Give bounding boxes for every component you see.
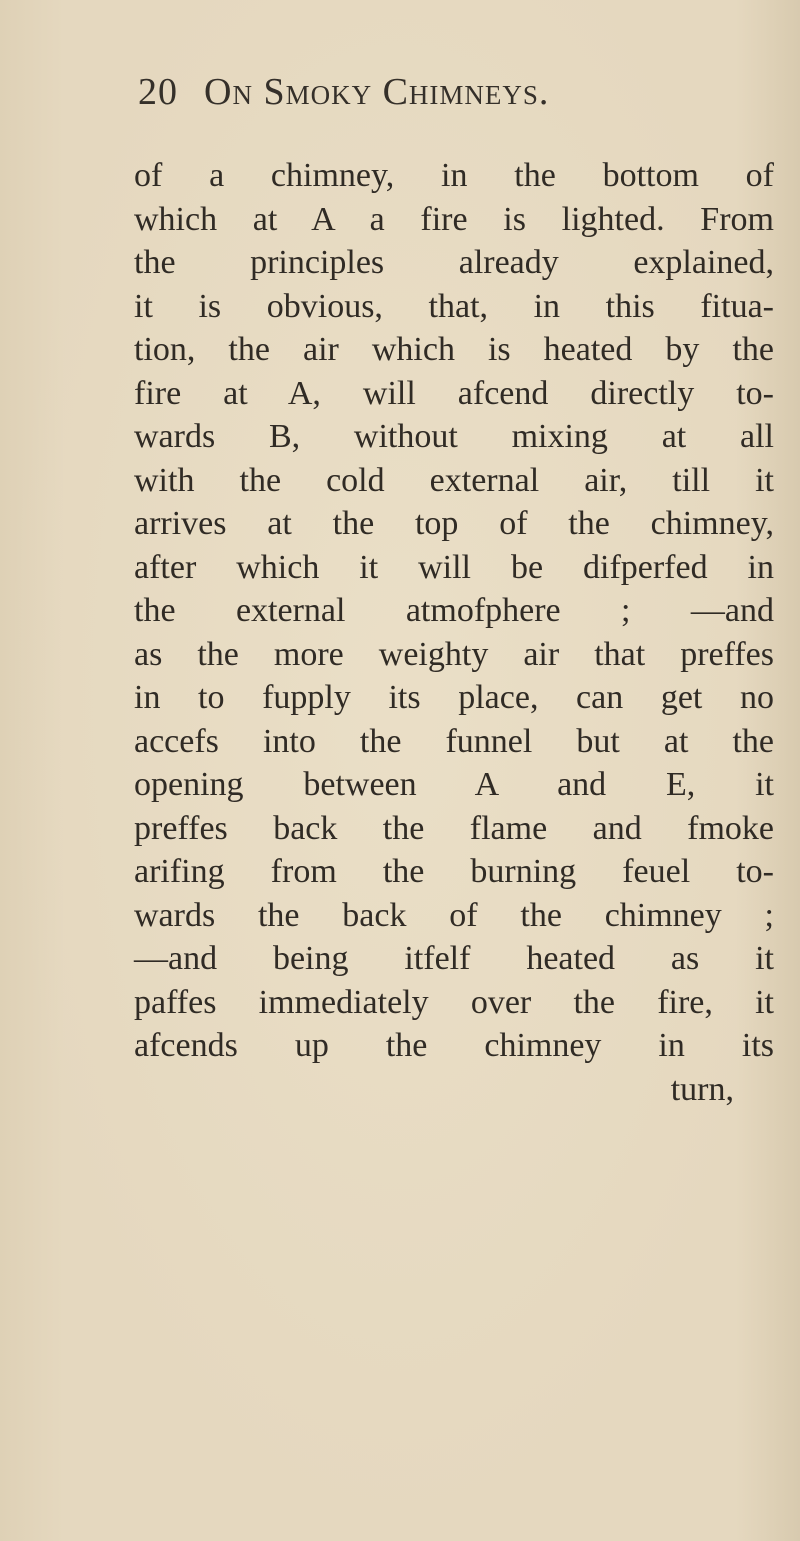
text-line: opening between A and E, it (134, 766, 774, 803)
text-line: preffes back the flame and fmoke (134, 809, 774, 847)
body-text (134, 154, 774, 1111)
text-line: afcends up the chimney in its (134, 1027, 774, 1064)
page-number: 20 (138, 71, 178, 113)
text-line: which at A a fire is lighted. From (134, 200, 774, 238)
text-line: arrives at the top of the chimney, (134, 505, 774, 542)
text-line: accefs into the funnel but at the (134, 722, 774, 760)
text-line: after which it will be difperfed in (134, 548, 774, 586)
text-line: arifing from the burning feuel to- (134, 853, 774, 890)
text-line: of a chimney, in the bottom of (134, 157, 774, 194)
catchword: turn, (670, 1070, 734, 1108)
text-line: tion, the air which is heated by the (134, 331, 774, 368)
text-line: the external atmofphere ; —and (134, 592, 774, 629)
text-line: paffes immediately over the fire, it (134, 983, 774, 1021)
text-line: it is obvious, that, in this fitua- (134, 287, 774, 325)
text-line: wards the back of the chimney ; (134, 896, 774, 934)
text-line: —and being itfelf heated as it (134, 940, 774, 977)
text-line: in to fupply its place, can get no (134, 679, 774, 716)
text-line: fire at A, will afcend directly to- (134, 374, 774, 412)
text-line: with the cold external air, till it (134, 461, 774, 499)
text-line: wards B, without mixing at all (134, 418, 774, 455)
text-line: the principles already explained, (134, 244, 774, 281)
text-line: as the more weighty air that preffes (134, 635, 774, 673)
running-title: On Smoky Chimneys. (204, 71, 550, 113)
running-head (138, 70, 738, 118)
